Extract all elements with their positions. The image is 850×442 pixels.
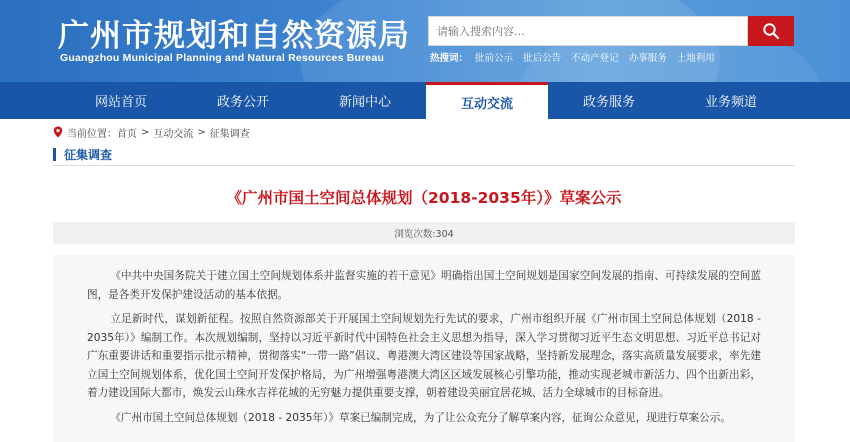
site-subtitle: Guangzhou Municipal Planning and Natural Resources Bureau <box>60 52 385 64</box>
nav-item-home[interactable]: 网站首页 <box>94 95 147 110</box>
location-pin-icon <box>53 126 63 138</box>
hot-search-link[interactable]: 批前公示 <box>475 53 514 64</box>
hot-search-link[interactable]: 不动产登记 <box>571 53 619 64</box>
nav-item-business-channel[interactable]: 业务频道 <box>704 95 757 110</box>
breadcrumb-separator: > <box>197 126 206 138</box>
breadcrumb-prefix: 当前位置： <box>67 128 117 140</box>
nav-spacer <box>0 82 60 119</box>
breadcrumb-link-home[interactable]: 首页 <box>117 128 137 140</box>
article-title: 《广州市国土空间总体规划（2018-2035年）》草案公示 <box>226 189 622 207</box>
hot-search-link[interactable]: 办事服务 <box>628 53 667 64</box>
search-input[interactable] <box>429 17 747 45</box>
site-title[interactable]: 广州市规划和自然资源局 <box>58 18 410 54</box>
article-body <box>53 255 795 442</box>
site-header <box>0 0 850 82</box>
hot-search-link[interactable]: 批后公告 <box>523 53 562 64</box>
hot-search-words <box>430 50 722 64</box>
search-box <box>428 16 748 46</box>
breadcrumb <box>53 124 250 140</box>
view-count-bar <box>53 222 795 244</box>
nav-item-news-center[interactable]: 新闻中心 <box>338 95 391 110</box>
article-paragraph: 《中共中央国务院关于建立国土空间规划体系并监督实施的若干意见》明确指出国土空间规划是国家空间发展的指南、可持续发展的空间蓝图，是各类开发保护建设活动的基本依据。 <box>87 270 761 301</box>
section-marker <box>53 148 56 161</box>
nav-item-government-affairs[interactable]: 政务公开 <box>216 95 269 110</box>
hot-search-label: 热搜词： <box>430 53 469 64</box>
section-header <box>53 144 795 166</box>
article-paragraph: 立足新时代，谋划新征程。按照自然资源部关于开展国土空间规划先行先试的要求，广州市组织开展《广州市国土空间总体规划（2018 - 2035年）》编制工作。本次规划编制，坚持以习近平新时代中国特色社会主义思想为指导，深入学习贯彻习近平生态文明思想、习近平总书记对广东重要讲话和重要指示批示精神，贯彻落实“一带一路”倡议、粤港澳大湾区建设等国家战略，坚持新发展理念，落实高质量发展要求，率先建立国土空间规划体系，优化国土空间开发保护格局，为广州增强粤港澳大湾区区域发展核心引擎功能，推动实现老城市新活力、四个出新出彩，着力建设国际大都市，焕发云山珠水吉祥花城的无穷魅力提供重要支撑，朝着建设美丽宜居花城、活力全球城市的目标奋进。 <box>87 313 761 399</box>
main-nav <box>0 82 850 119</box>
section-title: 征集调查 <box>64 148 113 162</box>
breadcrumb-link-interaction[interactable]: 互动交流 <box>153 128 194 140</box>
nav-item-interaction[interactable]: 互动交流 <box>426 82 548 119</box>
hot-search-link[interactable]: 土地利用 <box>676 53 715 64</box>
search-button[interactable] <box>748 16 794 46</box>
breadcrumb-separator: > <box>141 126 150 138</box>
nav-item-government-services[interactable]: 政务服务 <box>582 95 635 110</box>
view-count: 浏览次数:304 <box>394 229 454 240</box>
article-paragraph: 《广州市国土空间总体规划（2018 - 2035年）》草案已编制完成，为了让公众充分了解草案内容，征询公众意见，现进行草案公示。 <box>110 411 731 424</box>
search-icon <box>762 22 780 40</box>
breadcrumb-current[interactable]: 征集调查 <box>209 128 250 140</box>
